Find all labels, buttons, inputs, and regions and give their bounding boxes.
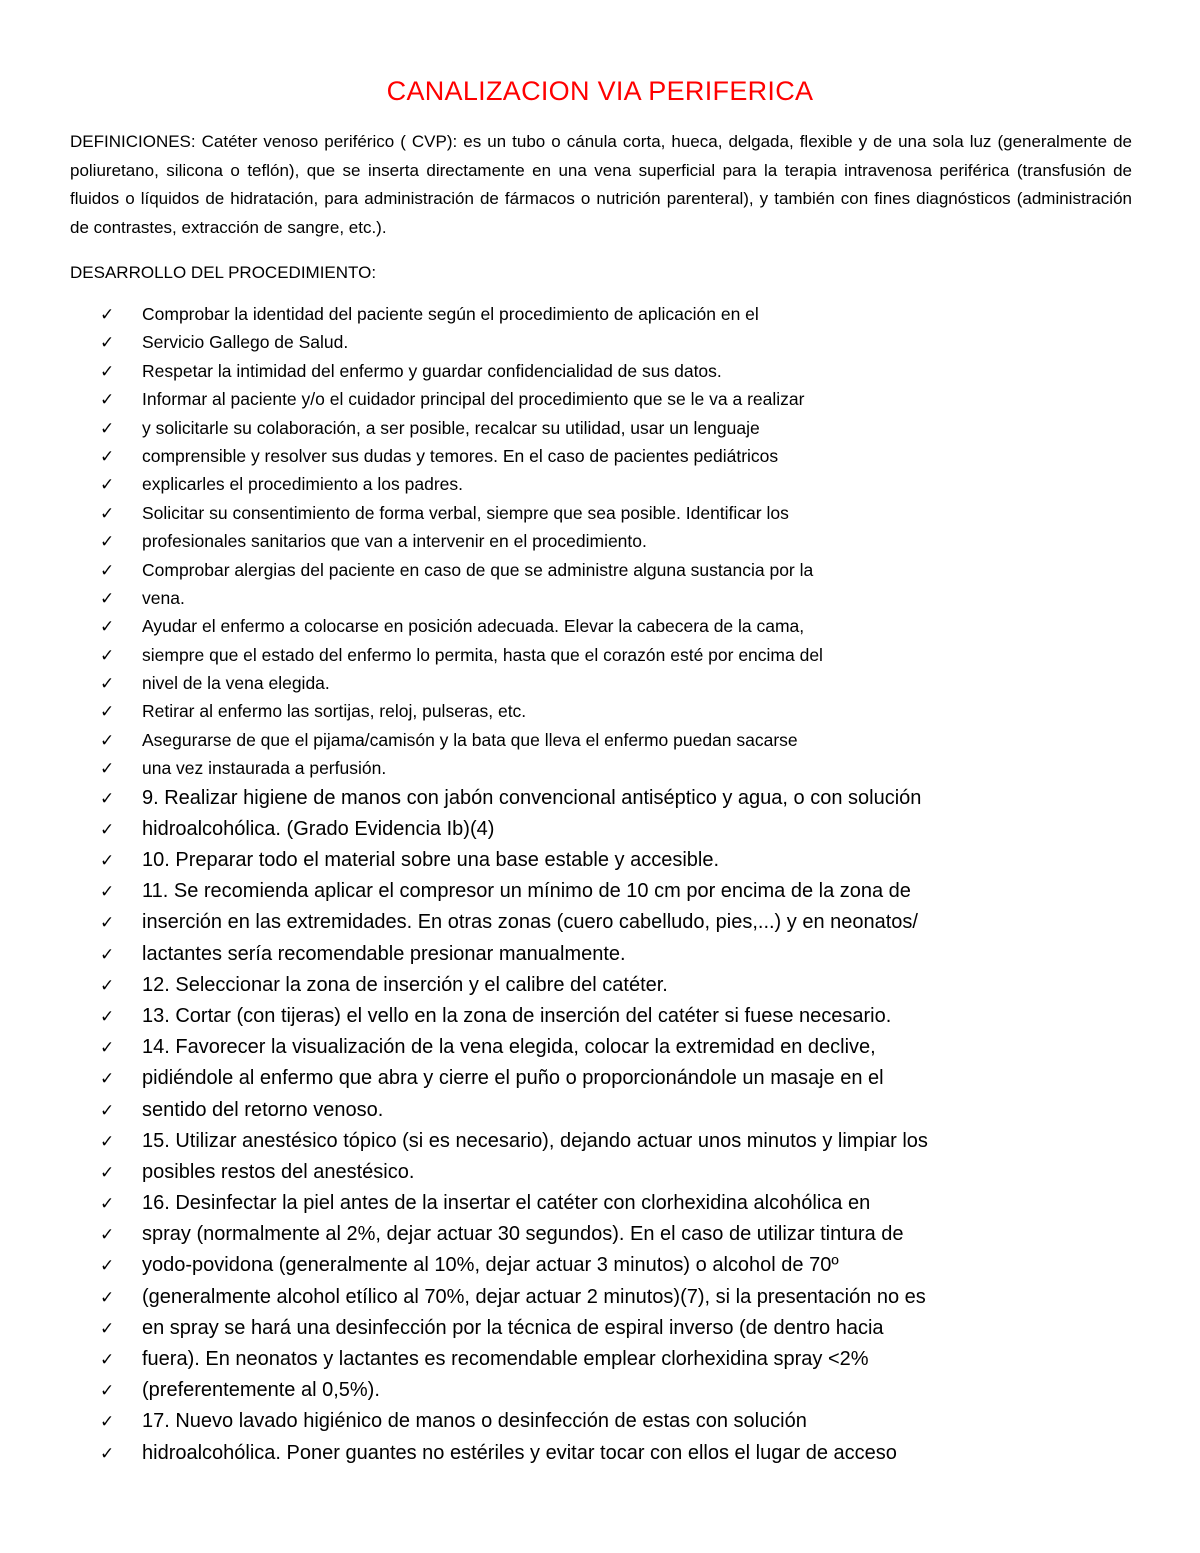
checklist-item <box>100 1001 1060 1032</box>
checkmark-icon: ✓ <box>100 361 115 382</box>
checkmark-icon: ✓ <box>100 532 115 553</box>
checkmark-icon: ✓ <box>100 1287 115 1308</box>
checkmark-icon: ✓ <box>100 1443 115 1464</box>
checklist-item-text: lactantes sería recomendable presionar manualmente. <box>142 942 626 965</box>
checklist-item-text: yodo-povidona (generalmente al 10%, dejar actuar 3 minutos) o alcohol de 70º <box>142 1254 839 1277</box>
checklist-item-text: Comprobar alergias del paciente en caso de que se administre alguna sustancia por la <box>142 559 814 580</box>
checklist-item <box>100 1375 1060 1406</box>
checklist-item-text: Retirar al enfermo las sortijas, reloj, pulseras, etc. <box>142 701 527 722</box>
definitions-paragraph: DEFINICIONES: Catéter venoso periférico ( CVP): es un tubo o cánula corta, hueca, delgada, flexible y de una sola luz (generalmente de poliuretano, silicona o teflón), que se inserta directamente en una vena superficial para la terapia intravenosa periférica (transfusión de fluidos o líquidos de hidratación, para administración de fármacos o nutrición parenteral), y también con fines diagnósticos (administración de contrastes, extracción de sangre, etc.). <box>70 132 1132 237</box>
checklist-item-text: 12. Seleccionar la zona de inserción y el calibre del catéter. <box>142 973 668 996</box>
checklist-item <box>100 527 1060 555</box>
checklist-item-text: 11. Se recomienda aplicar el compresor un mínimo de 10 cm por encima de la zona de <box>142 880 911 903</box>
checkmark-icon: ✓ <box>100 333 115 354</box>
checklist-item <box>100 876 1060 907</box>
checkmark-icon: ✓ <box>100 944 115 965</box>
checklist-item-text: Comprobar la identidad del paciente según el procedimiento de aplicación en el <box>142 304 759 324</box>
checklist-item-text: siempre que el estado del enfermo lo permita, hasta que el corazón esté por encima del <box>142 644 823 665</box>
checkmark-icon: ✓ <box>100 730 115 751</box>
checklist-item-text: explicarles el procedimiento a los padres. <box>142 474 463 495</box>
checklist-item <box>100 1063 1060 1094</box>
checklist-item-text: (generalmente alcohol etílico al 70%, dejar actuar 2 minutos)(7), si la presentación no es <box>142 1285 926 1308</box>
checklist-item <box>100 442 1060 470</box>
checklist-item <box>100 328 1060 356</box>
checklist-item <box>100 1126 1060 1157</box>
checklist-item <box>100 845 1060 876</box>
checkmark-icon: ✓ <box>100 1038 115 1059</box>
checkmark-icon: ✓ <box>100 1162 115 1183</box>
checklist-item <box>100 1313 1060 1344</box>
checkmark-icon: ✓ <box>100 1100 115 1121</box>
checkmark-icon: ✓ <box>100 390 115 411</box>
checklist-item-text: 15. Utilizar anestésico tópico (si es necesario), dejando actuar unos minutos y limpiar los <box>142 1129 928 1152</box>
checkmark-icon: ✓ <box>100 788 115 809</box>
checklist-item <box>100 357 1060 385</box>
checkmark-icon: ✓ <box>100 819 115 840</box>
checklist-item <box>100 1095 1060 1126</box>
checklist-item-text: 16. Desinfectar la piel antes de la insertar el catéter con clorhexidina alcohólica en <box>142 1192 871 1215</box>
checkmark-icon: ✓ <box>100 913 115 934</box>
checklist-item-text: 10. Preparar todo el material sobre una base estable y accesible. <box>142 849 720 872</box>
checkmark-icon: ✓ <box>100 1225 115 1246</box>
checklist-item <box>100 1250 1060 1281</box>
checklist-item-text: inserción en las extremidades. En otras zonas (cuero cabelludo, pies,...) y en neonatos/ <box>142 911 918 934</box>
checkmark-icon: ✓ <box>100 560 115 581</box>
checklist-item <box>100 726 1060 754</box>
checklist-item <box>100 697 1060 725</box>
checklist-item-text: 9. Realizar higiene de manos con jabón convencional antiséptico y agua, o con solución <box>142 786 922 809</box>
checkmark-icon: ✓ <box>100 975 115 996</box>
checklist-item <box>100 1406 1060 1437</box>
checkmark-icon: ✓ <box>100 475 115 496</box>
checklist-item <box>100 414 1060 442</box>
checklist-item-text: 14. Favorecer la visualización de la vena elegida, colocar la extremidad en declive, <box>142 1036 876 1059</box>
checklist-item-text: sentido del retorno venoso. <box>142 1098 384 1121</box>
checklist-item-text: una vez instaurada a perfusión. <box>142 758 387 779</box>
checkmark-icon: ✓ <box>100 674 115 695</box>
checklist-item-text: comprensible y resolver sus dudas y temores. En el caso de pacientes pediátricos <box>142 445 779 466</box>
checkmark-icon: ✓ <box>100 418 115 439</box>
checklist-item-text: pidiéndole al enfermo que abra y cierre el puño o proporcionándole un masaje en el <box>142 1067 884 1090</box>
checkmark-icon: ✓ <box>100 305 115 325</box>
checklist-item-text: Asegurarse de que el pijama/camisón y la bata que lleva el enfermo puedan sacarse <box>142 729 798 750</box>
checklist-item <box>100 1157 1060 1188</box>
checklist-item <box>100 499 1060 527</box>
checkmark-icon: ✓ <box>100 1131 115 1152</box>
checkmark-icon: ✓ <box>100 1069 115 1090</box>
checklist-item-text: Respetar la intimidad del enfermo y guardar confidencialidad de sus datos. <box>142 360 722 381</box>
checkmark-icon: ✓ <box>100 1006 115 1027</box>
checklist-item <box>100 1188 1060 1219</box>
checklist-item-text: spray (normalmente al 2%, dejar actuar 30 segundos). En el caso de utilizar tintura de <box>142 1223 904 1246</box>
checklist-item-text: vena. <box>142 587 185 608</box>
checklist-item <box>100 754 1060 782</box>
checklist-item <box>100 939 1060 970</box>
checklist-item <box>100 470 1060 498</box>
checkmark-icon: ✓ <box>100 1412 115 1433</box>
checklist-item <box>100 556 1060 584</box>
checklist-item-text: Informar al paciente y/o el cuidador principal del procedimiento que se le va a realizar <box>142 389 805 410</box>
checklist-item-text: posibles restos del anestésico. <box>142 1160 415 1183</box>
checklist-item <box>100 612 1060 640</box>
checklist-item <box>100 1282 1060 1313</box>
checklist-item <box>100 970 1060 1001</box>
checklist-item <box>100 783 1060 814</box>
checklist-item <box>100 641 1060 669</box>
checkmark-icon: ✓ <box>100 882 115 903</box>
checklist-item-text: hidroalcohólica. Poner guantes no estériles y evitar tocar con ellos el lugar de acceso <box>142 1441 897 1464</box>
checkmark-icon: ✓ <box>100 1318 115 1339</box>
checklist-item <box>100 300 1060 328</box>
checklist-item <box>100 814 1060 845</box>
checklist-item <box>100 1344 1060 1375</box>
checklist-item-text: nivel de la vena elegida. <box>142 673 330 694</box>
checklist-item <box>100 1032 1060 1063</box>
checkmark-icon: ✓ <box>100 1381 115 1402</box>
checklist-item <box>100 669 1060 697</box>
checkmark-icon: ✓ <box>100 446 115 467</box>
checkmark-icon: ✓ <box>100 503 115 524</box>
checklist-item-text: hidroalcohólica. (Grado Evidencia Ib)(4) <box>142 817 495 840</box>
checklist-item-text: y solicitarle su colaboración, a ser posible, recalcar su utilidad, usar un lenguaje <box>142 417 760 438</box>
checkmark-icon: ✓ <box>100 1350 115 1371</box>
checklist-item-text: profesionales sanitarios que van a intervenir en el procedimiento. <box>142 531 647 552</box>
checkmark-icon: ✓ <box>100 645 115 666</box>
checkmark-icon: ✓ <box>100 1194 115 1215</box>
document-title: CANALIZACION VIA PERIFERICA <box>386 76 814 106</box>
checklist-item-text: fuera). En neonatos y lactantes es recomendable emplear clorhexidina spray <2% <box>142 1348 869 1371</box>
checklist-item <box>100 907 1060 938</box>
checkmark-icon: ✓ <box>100 1256 115 1277</box>
checklist-item-text: Servicio Gallego de Salud. <box>142 332 349 353</box>
checklist-item-text: Ayudar el enfermo a colocarse en posición adecuada. Elevar la cabecera de la cama, <box>142 616 805 637</box>
checklist-item-text: 17. Nuevo lavado higiénico de manos o desinfección de estas con solución <box>142 1410 807 1433</box>
checkmark-icon: ✓ <box>100 759 115 780</box>
checklist-item-text: Solicitar su consentimiento de forma verbal, siempre que sea posible. Identificar los <box>142 502 789 523</box>
checklist-item <box>100 1438 1060 1469</box>
checkmark-icon: ✓ <box>100 702 115 723</box>
checkmark-icon: ✓ <box>100 617 115 638</box>
checkmark-icon: ✓ <box>100 588 115 609</box>
checklist-item <box>100 1219 1060 1250</box>
checklist-item-text: en spray se hará una desinfección por la técnica de espiral inverso (de dentro hacia <box>142 1316 884 1339</box>
checklist-item-text: 13. Cortar (con tijeras) el vello en la zona de inserción del catéter si fuese necesario. <box>142 1004 892 1027</box>
checklist-item-text: (preferentemente al 0,5%). <box>142 1379 380 1402</box>
checklist-item <box>100 385 1060 413</box>
checklist-item <box>100 584 1060 612</box>
development-heading: DESARROLLO DEL PROCEDIMIENTO: <box>70 263 377 282</box>
procedure-checklist <box>100 300 1060 1469</box>
checkmark-icon: ✓ <box>100 851 115 872</box>
